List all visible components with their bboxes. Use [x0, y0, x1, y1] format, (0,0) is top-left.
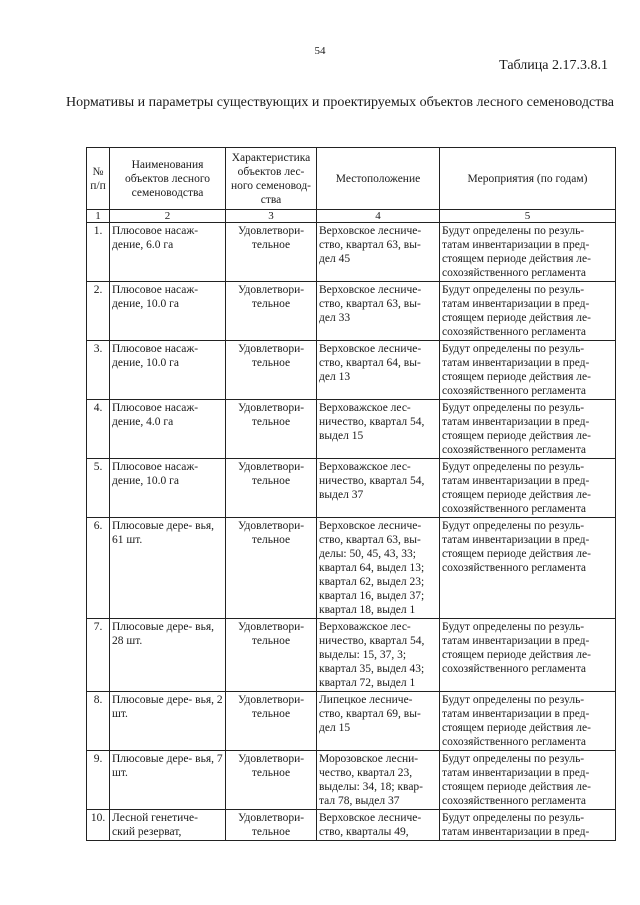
- header-number: № п/п: [87, 148, 110, 210]
- row-object-name: Лесной генетиче- ский резерват,: [110, 810, 226, 841]
- row-characteristic: Удовлетвори- тельное: [226, 341, 317, 400]
- row-object-name: Плюсовые дере- вья, 28 шт.: [110, 619, 226, 692]
- row-location: Морозовское лесни- чество, квартал 23, выделы: 34, 18; квар- тал 78, выдел 37: [317, 751, 440, 810]
- row-characteristic: Удовлетвори- тельное: [226, 459, 317, 518]
- row-measures: Будут определены по резуль- татам инвентаризации в пред- стоящем периоде действия ле- сохозяйственного регламента: [440, 282, 616, 341]
- row-characteristic: Удовлетвори- тельное: [226, 810, 317, 841]
- row-location: Верховское лесниче- ство, квартал 63, вы- дел 45: [317, 223, 440, 282]
- row-measures: Будут определены по резуль- татам инвентаризации в пред- стоящем периоде действия ле- сохозяйственного регламента: [440, 400, 616, 459]
- row-number: 9.: [87, 751, 110, 810]
- header-characteristic: Характеристика объектов лес- ного семеновод- ства: [226, 148, 317, 210]
- table-row: [87, 619, 616, 692]
- row-characteristic: Удовлетвори- тельное: [226, 223, 317, 282]
- column-index-row: [87, 210, 616, 223]
- row-number: 2.: [87, 282, 110, 341]
- row-number: 1.: [87, 223, 110, 282]
- table-row: [87, 751, 616, 810]
- norms-table: [86, 147, 616, 841]
- row-object-name: Плюсовые дере- вья, 7 шт.: [110, 751, 226, 810]
- table-row: [87, 341, 616, 400]
- table-row: [87, 223, 616, 282]
- row-location: Верховажское лес- ничество, квартал 54, выдел 15: [317, 400, 440, 459]
- row-characteristic: Удовлетвори- тельное: [226, 692, 317, 751]
- row-characteristic: Удовлетвори- тельное: [226, 619, 317, 692]
- row-object-name: Плюсовое насаж- дение, 10.0 га: [110, 459, 226, 518]
- index-cell: 3: [226, 210, 317, 223]
- row-number: 5.: [87, 459, 110, 518]
- row-measures: Будут определены по резуль- татам инвентаризации в пред- стоящем периоде действия ле- сохозяйственного регламента: [440, 341, 616, 400]
- row-object-name: Плюсовые дере- вья, 2 шт.: [110, 692, 226, 751]
- row-measures: Будут определены по резуль- татам инвентаризации в пред- стоящем периоде действия ле- сохозяйственного регламента: [440, 751, 616, 810]
- index-cell: 1: [87, 210, 110, 223]
- index-cell: 5: [440, 210, 616, 223]
- row-measures: Будут определены по резуль- татам инвентаризации в пред- стоящем периоде действия ле- сохозяйственного регламента: [440, 619, 616, 692]
- header-location: Местоположение: [317, 148, 440, 210]
- row-location: Верховское лесниче- ство, квартал 63, вы- дел 33: [317, 282, 440, 341]
- row-number: 8.: [87, 692, 110, 751]
- table-row: [87, 400, 616, 459]
- row-object-name: Плюсовое насаж- дение, 6.0 га: [110, 223, 226, 282]
- row-measures: Будут определены по резуль- татам инвентаризации в пред- стоящем периоде действия ле- сохозяйственного регламента: [440, 459, 616, 518]
- row-measures: Будут определены по резуль- татам инвентаризации в пред- стоящем периоде действия ле- сохозяйственного регламента: [440, 223, 616, 282]
- row-measures: Будут определены по резуль- татам инвентаризации в пред- стоящем периоде действия ле- сохозяйственного регламента: [440, 518, 616, 619]
- row-object-name: Плюсовое насаж- дение, 10.0 га: [110, 341, 226, 400]
- table-label: Таблица 2.17.3.8.1: [499, 58, 608, 73]
- row-number: 4.: [87, 400, 110, 459]
- header-measures: Мероприятия (по годам): [440, 148, 616, 210]
- row-number: 7.: [87, 619, 110, 692]
- row-object-name: Плюсовое насаж- дение, 10.0 га: [110, 282, 226, 341]
- table-header-row: [87, 148, 616, 210]
- index-cell: 4: [317, 210, 440, 223]
- row-location: Верховажское лес- ничество, квартал 54, выдел 37: [317, 459, 440, 518]
- row-measures: Будут определены по резуль- татам инвентаризации в пред-: [440, 810, 616, 841]
- table-row: [87, 810, 616, 841]
- row-location: Липецкое лесниче- ство, квартал 69, вы- дел 15: [317, 692, 440, 751]
- row-location: Верховское лесниче- ство, квартал 63, вы- делы: 50, 45, 43, 33; квартал 64, выдел 13; квартал 62, выдел 23; квартал 16, выдел 37; квартал 18, выдел 1: [317, 518, 440, 619]
- row-number: 10.: [87, 810, 110, 841]
- page-number: 54: [314, 45, 326, 57]
- table-row: [87, 282, 616, 341]
- table-row: [87, 518, 616, 619]
- row-characteristic: Удовлетвори- тельное: [226, 751, 317, 810]
- header-name: Наименования объектов лесного семеноводства: [110, 148, 226, 210]
- index-cell: 2: [110, 210, 226, 223]
- row-object-name: Плюсовые дере- вья, 61 шт.: [110, 518, 226, 619]
- table-row: [87, 459, 616, 518]
- row-location: Верховское лесниче- ство, кварталы 49,: [317, 810, 440, 841]
- row-number: 6.: [87, 518, 110, 619]
- table-row: [87, 692, 616, 751]
- document-title: Нормативы и параметры существующих и проектируемых объектов лесного семеноводства: [65, 95, 614, 110]
- row-characteristic: Удовлетвори- тельное: [226, 400, 317, 459]
- row-object-name: Плюсовое насаж- дение, 4.0 га: [110, 400, 226, 459]
- row-characteristic: Удовлетвори- тельное: [226, 518, 317, 619]
- row-location: Верховское лесниче- ство, квартал 64, вы- дел 13: [317, 341, 440, 400]
- row-number: 3.: [87, 341, 110, 400]
- row-location: Верховажское лес- ничество, квартал 54, выделы: 15, 37, 3; квартал 35, выдел 43; квартал 72, выдел 1: [317, 619, 440, 692]
- row-characteristic: Удовлетвори- тельное: [226, 282, 317, 341]
- row-measures: Будут определены по резуль- татам инвентаризации в пред- стоящем периоде действия ле- сохозяйственного регламента: [440, 692, 616, 751]
